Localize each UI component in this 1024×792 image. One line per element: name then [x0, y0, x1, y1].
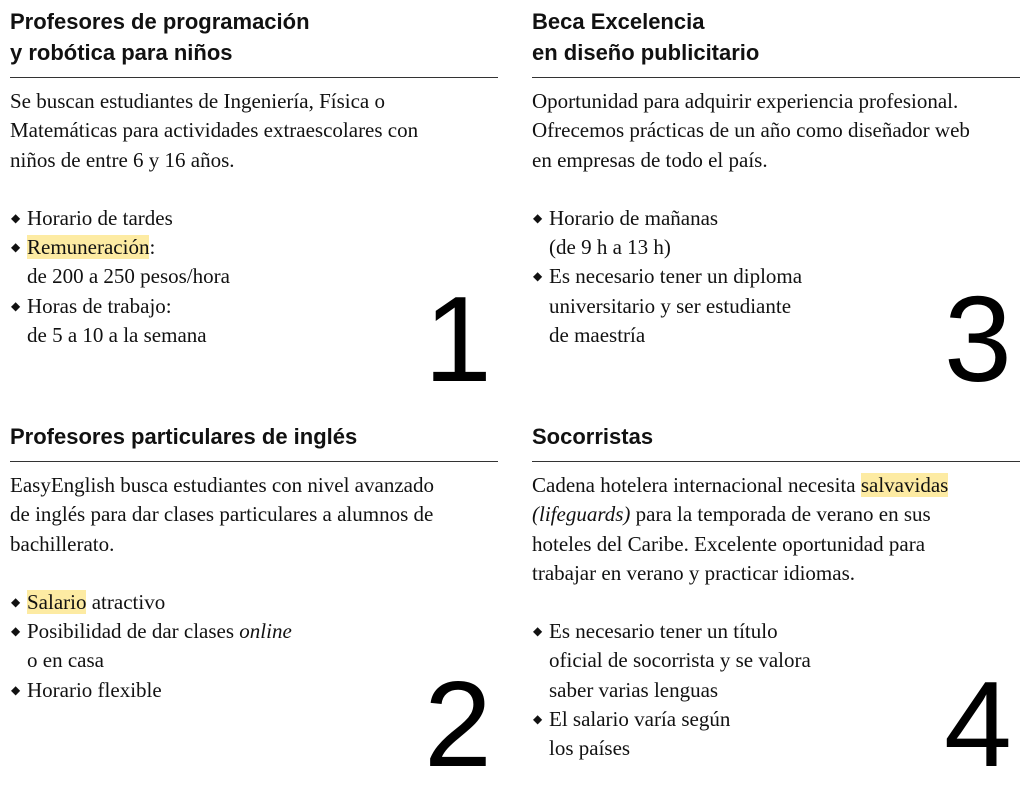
- diamond-bullet-icon: ◆: [11, 240, 21, 255]
- text-line: [10, 146, 498, 175]
- text-span: Ofrecemos prácticas de un año como diseñador web: [532, 118, 970, 143]
- text-line: [10, 116, 498, 145]
- bullet-item: [532, 204, 1020, 263]
- text-line: [10, 471, 498, 500]
- text-line: [532, 146, 1020, 175]
- divider: [532, 461, 1020, 462]
- text-span: Es necesario tener un título: [549, 619, 778, 644]
- text-span: de 5 a 10 a la semana: [27, 323, 207, 348]
- diamond-bullet-icon: ◆: [533, 624, 543, 639]
- ad-title: [532, 6, 1020, 68]
- ad-number-1: 1: [424, 271, 492, 407]
- ad-number-3: 3: [944, 271, 1012, 407]
- text-span: los países: [549, 736, 631, 761]
- text-line: [10, 87, 498, 116]
- text-span: Se buscan estudiantes de Ingeniería, Física o: [10, 89, 385, 113]
- text-line: [532, 559, 1020, 588]
- text-span: trabajar en verano y practicar idiomas.: [532, 560, 856, 585]
- text-span: :: [149, 235, 156, 260]
- ad-title-line: y robótica para niños: [10, 40, 233, 65]
- ad-title-line: Profesores particulares de inglés: [10, 424, 358, 449]
- ad-number-4: 4: [944, 656, 1012, 792]
- ad-description: [10, 471, 498, 559]
- ad-description: [10, 87, 498, 175]
- text-span: Oportunidad para adquirir experiencia profesional.: [532, 89, 959, 113]
- diamond-bullet-icon: ◆: [11, 298, 21, 313]
- text-span: Horas de trabajo:: [27, 293, 172, 318]
- text-line: [27, 617, 498, 646]
- ad-title-line: Beca Excelencia: [532, 9, 705, 34]
- text-span: Es necesario tener un diploma: [549, 264, 803, 289]
- ad-number-2: 2: [424, 656, 492, 792]
- highlighted-text: Salario: [27, 589, 87, 614]
- text-line: [10, 500, 498, 529]
- diamond-bullet-icon: ◆: [533, 269, 543, 284]
- text-span: Posibilidad de dar clases: [27, 619, 240, 644]
- text-line: [27, 233, 498, 262]
- text-line: [549, 204, 1020, 233]
- divider: [10, 461, 498, 462]
- divider: [532, 77, 1020, 78]
- text-line: [27, 588, 498, 617]
- diamond-bullet-icon: ◆: [11, 594, 21, 609]
- bullet-item: [10, 588, 498, 617]
- text-line: [532, 500, 1020, 529]
- text-span: (de 9 h a 13 h): [549, 235, 671, 260]
- diamond-bullet-icon: ◆: [533, 712, 543, 727]
- text-span: de 200 a 250 pesos/hora: [27, 264, 230, 289]
- diamond-bullet-icon: ◆: [11, 210, 21, 225]
- ad-title: [10, 6, 498, 68]
- italic-text: (lifeguards): [532, 502, 631, 527]
- text-line: [10, 530, 498, 559]
- text-span: oficial de socorrista y se valora: [549, 648, 811, 673]
- text-span: saber varias lenguas: [549, 677, 719, 702]
- text-line: [532, 116, 1020, 145]
- text-span: o en casa: [27, 648, 104, 673]
- text-span: El salario varía según: [549, 707, 731, 732]
- ad-title-line: en diseño publicitario: [532, 40, 760, 65]
- text-span: Cadena hotelera internacional necesita: [532, 473, 861, 497]
- bullet-item: [10, 204, 498, 233]
- text-line: [549, 233, 1020, 262]
- text-span: Horario de tardes: [27, 205, 173, 230]
- text-line: [27, 204, 498, 233]
- highlighted-text: salvavidas: [860, 473, 949, 497]
- italic-text: online: [239, 619, 292, 644]
- text-span: de inglés para dar clases particulares a alumnos de: [10, 502, 434, 527]
- text-span: para la temporada de verano en sus: [630, 502, 931, 527]
- text-span: Horario de mañanas: [549, 205, 719, 230]
- text-line: [549, 617, 1020, 646]
- ad-title-line: Profesores de programación: [10, 9, 310, 34]
- text-span: EasyEnglish busca estudiantes con nivel avanzado: [10, 473, 434, 497]
- diamond-bullet-icon: ◆: [11, 682, 21, 697]
- ad-description: [532, 87, 1020, 175]
- diamond-bullet-icon: ◆: [11, 624, 21, 639]
- divider: [10, 77, 498, 78]
- diamond-bullet-icon: ◆: [533, 210, 543, 225]
- text-line: [532, 471, 1020, 500]
- text-span: bachillerato.: [10, 531, 115, 556]
- text-span: en empresas de todo el país.: [532, 147, 768, 172]
- text-line: [532, 530, 1020, 559]
- text-span: Matemáticas para actividades extraescolares con: [10, 118, 419, 143]
- ad-description: [532, 471, 1020, 588]
- text-span: atractivo: [86, 589, 166, 614]
- text-span: hoteles del Caribe. Excelente oportunidad para: [532, 531, 926, 556]
- text-span: universitario y ser estudiante: [549, 293, 792, 318]
- highlighted-text: Remuneración: [27, 235, 150, 260]
- text-span: Horario flexible: [27, 677, 162, 702]
- text-span: niños de entre 6 y 16 años.: [10, 147, 235, 172]
- text-span: de maestría: [549, 323, 646, 348]
- text-line: [532, 87, 1020, 116]
- ad-title-line: Socorristas: [532, 424, 654, 449]
